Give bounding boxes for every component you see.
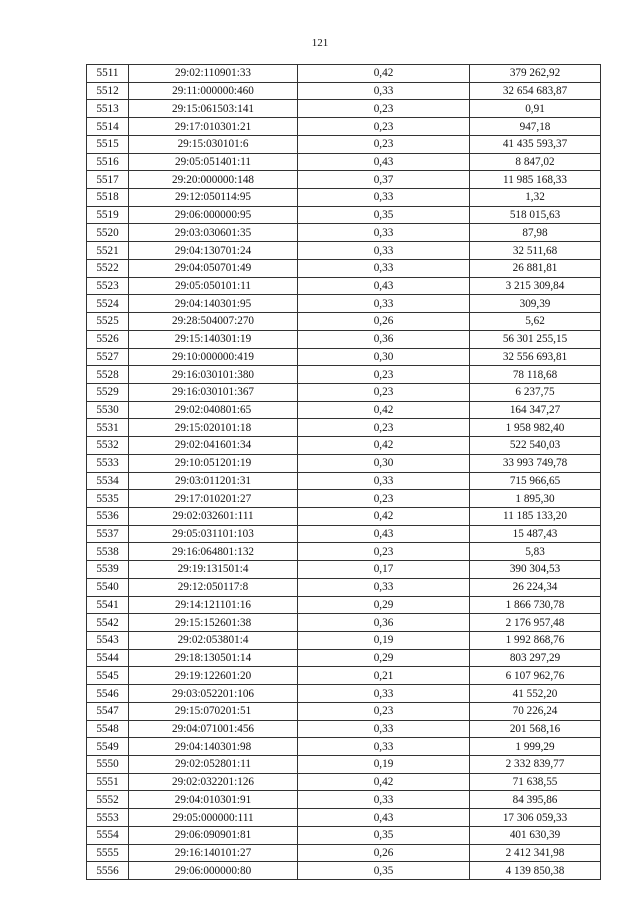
row-number-cell: 5533 xyxy=(87,454,129,472)
coefficient-cell: 0,29 xyxy=(298,596,470,614)
cadastral-number-cell: 29:15:061503:141 xyxy=(129,100,298,118)
value-cell: 947,18 xyxy=(470,118,601,136)
table-row xyxy=(87,82,601,100)
table-row xyxy=(87,773,601,791)
value-cell: 26 224,34 xyxy=(470,578,601,596)
cadastral-number-cell: 29:10:000000:419 xyxy=(129,348,298,366)
coefficient-cell: 0,23 xyxy=(298,100,470,118)
cadastral-number-cell: 29:19:122601:20 xyxy=(129,667,298,685)
value-cell: 17 306 059,33 xyxy=(470,809,601,827)
coefficient-cell: 0,23 xyxy=(298,383,470,401)
coefficient-cell: 0,33 xyxy=(298,472,470,490)
cadastral-number-cell: 29:15:030101:6 xyxy=(129,135,298,153)
value-cell: 78 118,68 xyxy=(470,366,601,384)
cadastral-number-cell: 29:19:131501:4 xyxy=(129,561,298,579)
row-number-cell: 5511 xyxy=(87,65,129,83)
row-number-cell: 5550 xyxy=(87,756,129,774)
cadastral-number-cell: 29:20:000000:148 xyxy=(129,171,298,189)
row-number-cell: 5513 xyxy=(87,100,129,118)
coefficient-cell: 0,33 xyxy=(298,82,470,100)
table-row xyxy=(87,561,601,579)
table-row xyxy=(87,507,601,525)
row-number-cell: 5528 xyxy=(87,366,129,384)
value-cell: 11 985 168,33 xyxy=(470,171,601,189)
row-number-cell: 5537 xyxy=(87,525,129,543)
coefficient-cell: 0,36 xyxy=(298,330,470,348)
cadastral-number-cell: 29:15:152601:38 xyxy=(129,614,298,632)
table-row xyxy=(87,437,601,455)
value-cell: 401 630,39 xyxy=(470,826,601,844)
cadastral-number-cell: 29:10:051201:19 xyxy=(129,454,298,472)
value-cell: 201 568,16 xyxy=(470,720,601,738)
table-row xyxy=(87,224,601,242)
table-row xyxy=(87,862,601,880)
coefficient-cell: 0,33 xyxy=(298,224,470,242)
coefficient-cell: 0,42 xyxy=(298,507,470,525)
row-number-cell: 5526 xyxy=(87,330,129,348)
value-cell: 715 966,65 xyxy=(470,472,601,490)
coefficient-cell: 0,42 xyxy=(298,65,470,83)
row-number-cell: 5535 xyxy=(87,490,129,508)
cadastral-number-cell: 29:16:064801:132 xyxy=(129,543,298,561)
coefficient-cell: 0,23 xyxy=(298,366,470,384)
row-number-cell: 5545 xyxy=(87,667,129,685)
value-cell: 15 487,43 xyxy=(470,525,601,543)
table-row xyxy=(87,667,601,685)
cadastral-number-cell: 29:04:140301:98 xyxy=(129,738,298,756)
cadastral-number-cell: 29:15:140301:19 xyxy=(129,330,298,348)
value-cell: 70 226,24 xyxy=(470,702,601,720)
row-number-cell: 5554 xyxy=(87,826,129,844)
cadastral-number-cell: 29:05:031101:103 xyxy=(129,525,298,543)
coefficient-cell: 0,43 xyxy=(298,525,470,543)
coefficient-cell: 0,43 xyxy=(298,277,470,295)
value-cell: 84 395,86 xyxy=(470,791,601,809)
value-cell: 1 992 868,76 xyxy=(470,632,601,650)
table-row xyxy=(87,366,601,384)
value-cell: 309,39 xyxy=(470,295,601,313)
value-cell: 0,91 xyxy=(470,100,601,118)
cadastral-number-cell: 29:04:130701:24 xyxy=(129,242,298,260)
value-cell: 32 654 683,87 xyxy=(470,82,601,100)
table-row xyxy=(87,649,601,667)
table-row xyxy=(87,756,601,774)
row-number-cell: 5549 xyxy=(87,738,129,756)
value-cell: 6 107 962,76 xyxy=(470,667,601,685)
table-row xyxy=(87,543,601,561)
coefficient-cell: 0,17 xyxy=(298,561,470,579)
value-cell: 390 304,53 xyxy=(470,561,601,579)
value-cell: 8 847,02 xyxy=(470,153,601,171)
row-number-cell: 5547 xyxy=(87,702,129,720)
value-cell: 2 412 341,98 xyxy=(470,844,601,862)
table-row xyxy=(87,171,601,189)
row-number-cell: 5524 xyxy=(87,295,129,313)
coefficient-cell: 0,35 xyxy=(298,826,470,844)
coefficient-cell: 0,43 xyxy=(298,809,470,827)
coefficient-cell: 0,42 xyxy=(298,773,470,791)
coefficient-cell: 0,35 xyxy=(298,206,470,224)
value-cell: 41 435 593,37 xyxy=(470,135,601,153)
row-number-cell: 5515 xyxy=(87,135,129,153)
coefficient-cell: 0,33 xyxy=(298,720,470,738)
table-row xyxy=(87,791,601,809)
table-row xyxy=(87,844,601,862)
cadastral-number-cell: 29:05:000000:111 xyxy=(129,809,298,827)
table-row xyxy=(87,118,601,136)
cadastral-number-cell: 29:16:030101:367 xyxy=(129,383,298,401)
value-cell: 5,83 xyxy=(470,543,601,561)
value-cell: 5,62 xyxy=(470,313,601,331)
cadastral-number-cell: 29:02:040801:65 xyxy=(129,401,298,419)
table-row xyxy=(87,401,601,419)
cadastral-number-cell: 29:02:052801:11 xyxy=(129,756,298,774)
row-number-cell: 5546 xyxy=(87,685,129,703)
table-row xyxy=(87,702,601,720)
coefficient-cell: 0,26 xyxy=(298,844,470,862)
value-cell: 56 301 255,15 xyxy=(470,330,601,348)
value-cell: 1 958 982,40 xyxy=(470,419,601,437)
value-cell: 518 015,63 xyxy=(470,206,601,224)
table-row xyxy=(87,738,601,756)
value-cell: 2 332 839,77 xyxy=(470,756,601,774)
row-number-cell: 5520 xyxy=(87,224,129,242)
value-cell: 32 556 693,81 xyxy=(470,348,601,366)
row-number-cell: 5514 xyxy=(87,118,129,136)
coefficient-cell: 0,33 xyxy=(298,791,470,809)
coefficient-cell: 0,29 xyxy=(298,649,470,667)
value-cell: 11 185 133,20 xyxy=(470,507,601,525)
row-number-cell: 5534 xyxy=(87,472,129,490)
value-cell: 41 552,20 xyxy=(470,685,601,703)
cadastral-number-cell: 29:16:030101:380 xyxy=(129,366,298,384)
table-row xyxy=(87,100,601,118)
value-cell: 3 215 309,84 xyxy=(470,277,601,295)
row-number-cell: 5552 xyxy=(87,791,129,809)
value-cell: 379 262,92 xyxy=(470,65,601,83)
row-number-cell: 5516 xyxy=(87,153,129,171)
cadastral-number-cell: 29:02:032201:126 xyxy=(129,773,298,791)
coefficient-cell: 0,23 xyxy=(298,702,470,720)
coefficient-cell: 0,33 xyxy=(298,578,470,596)
value-cell: 33 993 749,78 xyxy=(470,454,601,472)
row-number-cell: 5518 xyxy=(87,189,129,207)
value-cell: 522 540,03 xyxy=(470,437,601,455)
cadastral-number-cell: 29:14:121101:16 xyxy=(129,596,298,614)
coefficient-cell: 0,37 xyxy=(298,171,470,189)
row-number-cell: 5548 xyxy=(87,720,129,738)
table-row xyxy=(87,525,601,543)
row-number-cell: 5525 xyxy=(87,313,129,331)
cadastral-number-cell: 29:18:130501:14 xyxy=(129,649,298,667)
coefficient-cell: 0,35 xyxy=(298,862,470,880)
coefficient-cell: 0,33 xyxy=(298,259,470,277)
coefficient-cell: 0,33 xyxy=(298,189,470,207)
row-number-cell: 5529 xyxy=(87,383,129,401)
coefficient-cell: 0,23 xyxy=(298,490,470,508)
cadastral-number-cell: 29:03:052201:106 xyxy=(129,685,298,703)
coefficient-cell: 0,33 xyxy=(298,295,470,313)
cadastral-number-cell: 29:15:020101:18 xyxy=(129,419,298,437)
coefficient-cell: 0,19 xyxy=(298,632,470,650)
cadastral-number-cell: 29:04:071001:456 xyxy=(129,720,298,738)
table-row xyxy=(87,578,601,596)
table-row xyxy=(87,472,601,490)
cadastral-number-cell: 29:15:070201:51 xyxy=(129,702,298,720)
table-row xyxy=(87,348,601,366)
row-number-cell: 5541 xyxy=(87,596,129,614)
value-cell: 87,98 xyxy=(470,224,601,242)
table-row xyxy=(87,65,601,83)
table-row xyxy=(87,330,601,348)
page-number: 121 xyxy=(311,37,329,49)
coefficient-cell: 0,26 xyxy=(298,313,470,331)
row-number-cell: 5521 xyxy=(87,242,129,260)
value-cell: 2 176 957,48 xyxy=(470,614,601,632)
value-cell: 1 866 730,78 xyxy=(470,596,601,614)
table-row xyxy=(87,135,601,153)
table-row xyxy=(87,685,601,703)
cadastral-number-cell: 29:06:000000:95 xyxy=(129,206,298,224)
row-number-cell: 5544 xyxy=(87,649,129,667)
value-cell: 26 881,81 xyxy=(470,259,601,277)
table-row xyxy=(87,490,601,508)
row-number-cell: 5542 xyxy=(87,614,129,632)
row-number-cell: 5551 xyxy=(87,773,129,791)
coefficient-cell: 0,30 xyxy=(298,454,470,472)
table-row xyxy=(87,632,601,650)
coefficient-cell: 0,23 xyxy=(298,118,470,136)
coefficient-cell: 0,33 xyxy=(298,242,470,260)
cadastral-number-cell: 29:12:050114:95 xyxy=(129,189,298,207)
table-row xyxy=(87,206,601,224)
table-row xyxy=(87,826,601,844)
row-number-cell: 5553 xyxy=(87,809,129,827)
coefficient-cell: 0,19 xyxy=(298,756,470,774)
coefficient-cell: 0,21 xyxy=(298,667,470,685)
row-number-cell: 5519 xyxy=(87,206,129,224)
row-number-cell: 5527 xyxy=(87,348,129,366)
cadastral-number-cell: 29:06:090901:81 xyxy=(129,826,298,844)
cadastral-number-cell: 29:17:010201:27 xyxy=(129,490,298,508)
coefficient-cell: 0,23 xyxy=(298,135,470,153)
cadastral-number-cell: 29:03:030601:35 xyxy=(129,224,298,242)
cadastral-number-cell: 29:04:140301:95 xyxy=(129,295,298,313)
table-row xyxy=(87,295,601,313)
value-cell: 71 638,55 xyxy=(470,773,601,791)
table-row xyxy=(87,153,601,171)
row-number-cell: 5536 xyxy=(87,507,129,525)
value-cell: 32 511,68 xyxy=(470,242,601,260)
row-number-cell: 5512 xyxy=(87,82,129,100)
row-number-cell: 5522 xyxy=(87,259,129,277)
cadastral-number-cell: 29:17:010301:21 xyxy=(129,118,298,136)
coefficient-cell: 0,33 xyxy=(298,738,470,756)
value-cell: 1 999,29 xyxy=(470,738,601,756)
row-number-cell: 5531 xyxy=(87,419,129,437)
row-number-cell: 5539 xyxy=(87,561,129,579)
cadastral-number-cell: 29:28:504007:270 xyxy=(129,313,298,331)
coefficient-cell: 0,30 xyxy=(298,348,470,366)
row-number-cell: 5556 xyxy=(87,862,129,880)
cadastral-number-cell: 29:06:000000:80 xyxy=(129,862,298,880)
row-number-cell: 5530 xyxy=(87,401,129,419)
cadastral-number-cell: 29:12:050117:8 xyxy=(129,578,298,596)
table-row xyxy=(87,809,601,827)
row-number-cell: 5538 xyxy=(87,543,129,561)
cadastral-number-cell: 29:03:011201:31 xyxy=(129,472,298,490)
value-cell: 803 297,29 xyxy=(470,649,601,667)
cadastral-number-cell: 29:11:000000:460 xyxy=(129,82,298,100)
table-row xyxy=(87,614,601,632)
table-row xyxy=(87,189,601,207)
coefficient-cell: 0,36 xyxy=(298,614,470,632)
table-row xyxy=(87,419,601,437)
coefficient-cell: 0,42 xyxy=(298,437,470,455)
row-number-cell: 5517 xyxy=(87,171,129,189)
cadastral-number-cell: 29:02:041601:34 xyxy=(129,437,298,455)
table-body xyxy=(87,65,601,880)
value-cell: 6 237,75 xyxy=(470,383,601,401)
row-number-cell: 5540 xyxy=(87,578,129,596)
cadastral-number-cell: 29:04:050701:49 xyxy=(129,259,298,277)
cadastral-number-cell: 29:16:140101:27 xyxy=(129,844,298,862)
cadastral-number-cell: 29:02:053801:4 xyxy=(129,632,298,650)
value-cell: 1,32 xyxy=(470,189,601,207)
coefficient-cell: 0,42 xyxy=(298,401,470,419)
table-row xyxy=(87,242,601,260)
coefficient-cell: 0,23 xyxy=(298,543,470,561)
table-row xyxy=(87,454,601,472)
row-number-cell: 5523 xyxy=(87,277,129,295)
coefficient-cell: 0,33 xyxy=(298,685,470,703)
value-cell: 164 347,27 xyxy=(470,401,601,419)
table-row xyxy=(87,596,601,614)
cadastral-number-cell: 29:05:051401:11 xyxy=(129,153,298,171)
row-number-cell: 5555 xyxy=(87,844,129,862)
cadastral-number-cell: 29:04:010301:91 xyxy=(129,791,298,809)
table-row xyxy=(87,313,601,331)
row-number-cell: 5543 xyxy=(87,632,129,650)
value-cell: 4 139 850,38 xyxy=(470,862,601,880)
data-table xyxy=(86,64,601,880)
coefficient-cell: 0,43 xyxy=(298,153,470,171)
table-row xyxy=(87,259,601,277)
row-number-cell: 5532 xyxy=(87,437,129,455)
cadastral-number-cell: 29:02:032601:111 xyxy=(129,507,298,525)
table-row xyxy=(87,277,601,295)
coefficient-cell: 0,23 xyxy=(298,419,470,437)
cadastral-number-cell: 29:05:050101:11 xyxy=(129,277,298,295)
value-cell: 1 895,30 xyxy=(470,490,601,508)
cadastral-number-cell: 29:02:110901:33 xyxy=(129,65,298,83)
table-row xyxy=(87,720,601,738)
table-row xyxy=(87,383,601,401)
